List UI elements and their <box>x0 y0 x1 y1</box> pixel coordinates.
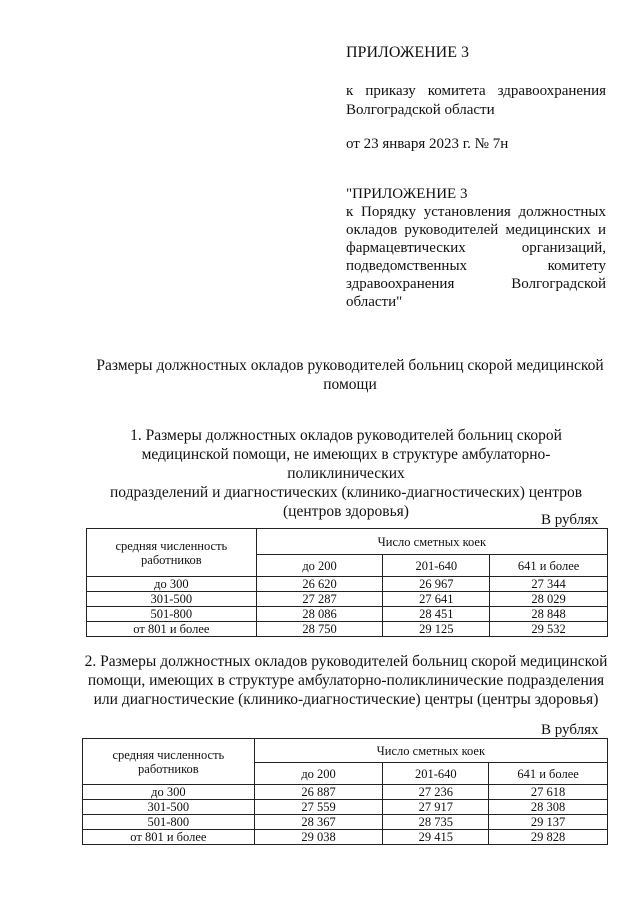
cell: 29 415 <box>383 830 489 845</box>
table-row <box>87 622 608 637</box>
section-1-line: 1. Размеры должностных окладов руководителей больниц скорой <box>130 427 562 444</box>
group-header-beds: Число сметных коек <box>254 739 607 763</box>
cell: 29 137 <box>489 815 608 830</box>
table-row <box>83 785 608 800</box>
salary-table-2 <box>82 738 608 845</box>
table-row <box>83 815 608 830</box>
annex-line: подведомственных комитету <box>346 258 606 274</box>
cell: 29 125 <box>383 622 490 637</box>
order-line-1: к приказу комитета здравоохранения <box>346 83 606 99</box>
section-1-line: (центров здоровья) <box>283 503 409 520</box>
cell: 27 559 <box>254 800 383 815</box>
order-date: от 23 января 2023 г. № 7н <box>346 136 509 152</box>
page-title-line: помощи <box>323 376 377 393</box>
page-title <box>90 356 610 394</box>
sub-header: 201-640 <box>383 763 489 785</box>
section-2-heading <box>80 652 612 709</box>
col-header-workers: средняя численность работников <box>87 529 257 577</box>
section-2-line: помощи, имеющих в структуре амбулаторно-поликлинические подразделения <box>87 672 605 689</box>
cell: 26 887 <box>254 785 383 800</box>
cell: 27 344 <box>490 577 608 592</box>
annex-line: к Порядку установления должностных <box>346 204 606 220</box>
cell: 29 532 <box>490 622 608 637</box>
sub-header: до 200 <box>256 555 383 577</box>
table-row <box>83 800 608 815</box>
cell: 26 967 <box>383 577 490 592</box>
appendix-title: ПРИЛОЖЕНИЕ 3 <box>346 44 470 61</box>
annex-line: фармацевтических организаций, <box>346 240 606 256</box>
row-label: 501-800 <box>87 607 257 622</box>
cell: 27 618 <box>489 785 608 800</box>
cell: 27 917 <box>383 800 489 815</box>
cell: 29 038 <box>254 830 383 845</box>
cell: 28 086 <box>256 607 383 622</box>
cell: 28 451 <box>383 607 490 622</box>
annex-title: "ПРИЛОЖЕНИЕ 3 <box>346 186 468 202</box>
section-1-line: подразделений и диагностических (клинико-диагностических) центров <box>109 484 583 501</box>
sub-header: 641 и более <box>489 763 608 785</box>
table-row <box>87 577 608 592</box>
annex-reference <box>346 185 606 311</box>
row-label: до 300 <box>83 785 255 800</box>
row-label: до 300 <box>87 577 257 592</box>
row-label: 301-500 <box>87 592 257 607</box>
group-header-beds: Число сметных коек <box>256 529 607 555</box>
row-label: от 801 и более <box>83 830 255 845</box>
salary-table-1 <box>86 528 608 637</box>
section-2-line: или диагностические (клинико-диагностические) центры (центры здоровья) <box>93 691 599 708</box>
cell: 28 750 <box>256 622 383 637</box>
sub-header: 201-640 <box>383 555 490 577</box>
row-label: 301-500 <box>83 800 255 815</box>
cell: 28 735 <box>383 815 489 830</box>
sub-header: до 200 <box>254 763 383 785</box>
cell: 27 641 <box>383 592 490 607</box>
annex-line: здравоохранения Волгоградской <box>346 276 606 292</box>
cell: 27 236 <box>383 785 489 800</box>
cell: 26 620 <box>256 577 383 592</box>
cell: 28 029 <box>490 592 608 607</box>
section-1-heading <box>86 426 606 521</box>
cell: 27 287 <box>256 592 383 607</box>
annex-line: окладов руководителей медицинских и <box>346 222 606 238</box>
page-title-line: Размеры должностных окладов руководителей больниц скорой медицинской <box>96 357 604 374</box>
cell: 28 367 <box>254 815 383 830</box>
currency-note-1: В рублях <box>541 512 599 528</box>
row-label: 501-800 <box>83 815 255 830</box>
sub-header: 641 и более <box>490 555 608 577</box>
cell: 28 308 <box>489 800 608 815</box>
currency-note-2: В рублях <box>541 722 599 738</box>
col-header-workers: средняя численность работников <box>83 739 255 785</box>
section-2-line: 2. Размеры должностных окладов руководителей больниц скорой медицинской <box>84 653 608 670</box>
cell: 29 828 <box>489 830 608 845</box>
section-1-line: медицинской помощи, не имеющих в структуре амбулаторно-поликлинических <box>141 446 551 482</box>
table-row <box>83 830 608 845</box>
table-row <box>87 607 608 622</box>
order-line-2: Волгоградской области <box>346 102 495 118</box>
table-row <box>87 592 608 607</box>
annex-line: области" <box>346 294 403 310</box>
row-label: от 801 и более <box>87 622 257 637</box>
cell: 28 848 <box>490 607 608 622</box>
